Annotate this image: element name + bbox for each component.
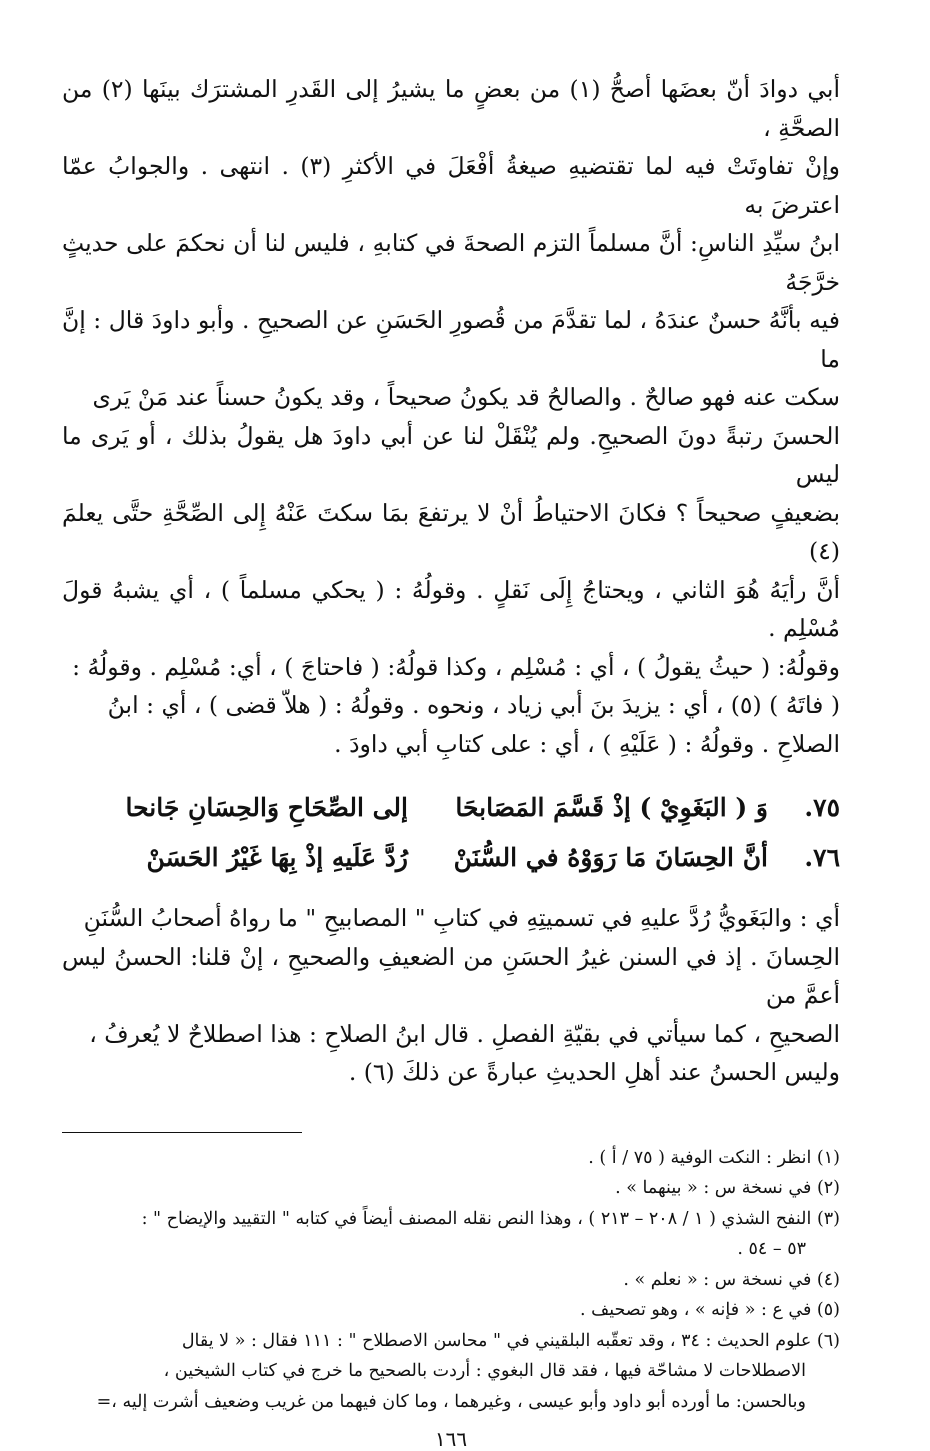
footnote-line: وبالحسن: ما أورده أبو داود وأبو عيسى ، وغيرهما ، وما كان فيهما من غريب وضعيف أشرت إليه ،= bbox=[96, 1391, 806, 1412]
footnotes bbox=[70, 1143, 840, 1418]
text-line: وإنْ تفاوتَتْ فيه لما تقتضيهِ صيغةُ أفْعَلَ في الأكثرِ (٣) . انتهى . والجوابُ عمّا اعترضَ به bbox=[62, 152, 840, 219]
footnote-line: (١) انظر : النكت الوفية ( ٧٥ / أ ) . bbox=[588, 1147, 840, 1168]
verse-first-hemistich: أنَّ الحِسَانَ مَا رَوَوْهُ في السُّنَنْ bbox=[453, 843, 768, 872]
footnote-line: (٤) في نسخة س : « نعلم » . bbox=[623, 1269, 840, 1290]
text-line: ابنُ سيِّدِ الناسِ: أنَّ مسلماً التزم الصحةَ في كتابهِ ، فليس لنا أن نحكمَ على حديثٍ خرَّجَهُ bbox=[62, 229, 840, 296]
text-line: الصحيحِ ، كما سيأتي في بقيّةِ الفصلِ . قال ابنُ الصلاحِ : هذا اصطلاحٌ لا يُعرفُ ، bbox=[89, 1019, 840, 1048]
verse-second-hemistich: إلى الصِّحَاحِ وَالحِسَانِ جَانحا bbox=[125, 793, 408, 822]
verse-number: ٧٦. bbox=[804, 843, 840, 872]
verse-76 bbox=[62, 843, 840, 893]
text-line: فيه بأنَّهُ حسنٌ عندَهُ ، لما تقدَّمَ من قُصورِ الحَسَنِ عن الصحيحِ . وأبو داودَ قال : إنَّ ما bbox=[62, 306, 840, 373]
commentary-paragraph-2 bbox=[62, 899, 840, 1092]
text-line: ( فاتَهُ ) (٥) ، أي : يزيدَ بنَ أبي زياد ، ونحوه . وقولُهُ : ( هلاّ قضى ) ، أي : ابنُ bbox=[107, 691, 840, 719]
verse-number: ٧٥. bbox=[804, 793, 840, 822]
footnote-line: ٥٣ – ٥٤ . bbox=[737, 1239, 806, 1259]
text-line: أبي دوادَ أنّ بعضَها أصحُّ (١) من بعضٍ ما يشيرُ إلى القَدرِ المشترَك بينَها (٢) من الصحَّةِ ، bbox=[62, 75, 840, 142]
text-line: أي : والبَغَويُّ رُدَّ عليهِ في تسميتِهِ في كتابِ " المصابيحِ " ما رواهُ أصحابُ السُّنَنِ bbox=[83, 904, 840, 932]
footnote-line: (٣) النفح الشذي ( ١ / ٢٠٨ – ٢١٣ ) ، وهذا النص نقله المصنف أيضاً في كتابه " التقييد والإيضاح " : bbox=[141, 1208, 840, 1229]
text-line: وقولُهُ: ( حيثُ يقولُ ) ، أي : مُسْلِم ، وكذا قولُهُ: ( فاحتاجَ ) ، أي: مُسْلِم . وقولُهُ : bbox=[72, 652, 840, 681]
verse-first-hemistich: وَ ( البَغَوِيْ ) إذْ قَسَّمَ المَصَابحَا bbox=[455, 793, 768, 822]
footnote-line: (٥) في ع : « فإنه » ، وهو تصحيف . bbox=[579, 1300, 840, 1320]
page-number: ١٦٦ bbox=[434, 1427, 468, 1451]
verse-75 bbox=[62, 793, 840, 843]
book-page bbox=[62, 70, 840, 1451]
text-line: سكت عنه فهو صالحٌ . والصالحُ قد يكونُ صحيحاً ، وقد يكونُ حسناً عند مَنْ يَرى bbox=[92, 383, 840, 411]
footnote-line: (٦) علوم الحديث : ٣٤ ، وقد تعقّبه البلقيني في " محاسن الاصطلاح " : ١١١ فقال : « لا يقال bbox=[181, 1330, 840, 1351]
footnote-line: الاصطلاحات لا مشاحّة فيها ، فقد قال البغوي : أردت بالصحيح ما خرج في كتاب الشيخين ، bbox=[163, 1361, 806, 1381]
text-line: الحسنَ رتبةً دونَ الصحيحِ. ولم يُنْقَلْ لنا عن أبي داودَ هل يقولُ بذلك ، أو يَرى ما ليس bbox=[62, 421, 840, 488]
text-line: أنَّ رأيَهُ هُوَ الثاني ، ويحتاجُ إِلَى نَقلٍ . وقولُهُ : ( يحكي مسلماً ) ، أي يشبهُ قولَ مُسْلِم . bbox=[62, 575, 840, 642]
text-line: الصلاحِ . وقولُهُ : ( عَلَيْهِ ) ، أي : على كتابِ أبي داودَ . bbox=[334, 729, 840, 758]
text-line: بضعيفٍ صحيحاً ؟ فكانَ الاحتياطُ أنْ لا يرتفعَ بمَا سكتَ عَنْهُ إِلى الصِّحَّةِ حتَّى يعلمَ (٤) bbox=[62, 498, 840, 565]
text-line: الحِسانَ . إذ في السنن غيرُ الحسَنِ من الضعيفِ والصحيحِ ، إنْ قلنا: الحسنُ ليس أعمَّ من bbox=[62, 942, 840, 1009]
poem-verses bbox=[62, 793, 840, 893]
footnote-line: (٢) في نسخة س : « بينهما » . bbox=[615, 1178, 840, 1198]
verse-second-hemistich: رُدَّ عَلَيهِ إذْ بِهَا غَيْرُ الحَسَنْ bbox=[146, 843, 408, 872]
commentary-paragraph-1 bbox=[62, 70, 840, 763]
footnote-separator bbox=[62, 1132, 302, 1133]
text-line: وليس الحسنُ عند أهلِ الحديثِ عبارةً عن ذلكَ (٦) . bbox=[348, 1058, 840, 1086]
